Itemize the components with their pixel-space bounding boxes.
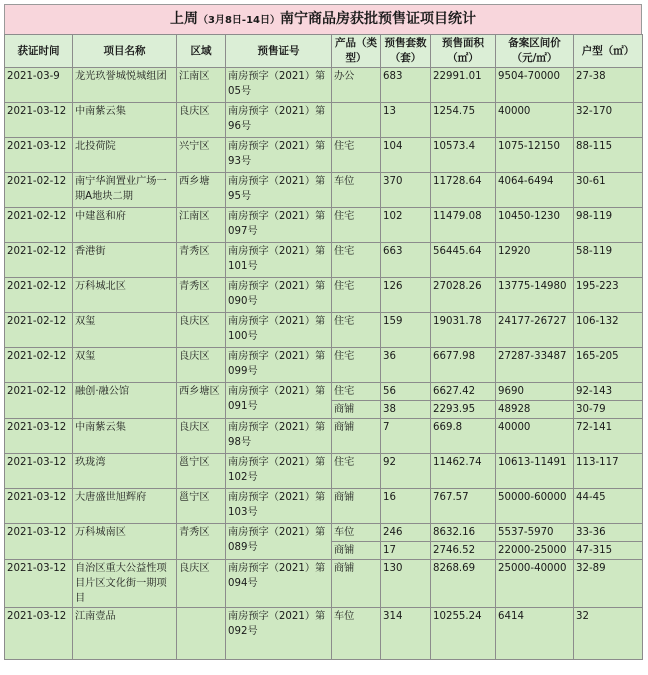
cell-district: 青秀区 bbox=[177, 278, 226, 313]
cell-type: 车位 bbox=[332, 524, 381, 542]
cell-project: 万科城南区 bbox=[73, 524, 177, 560]
table-row bbox=[5, 419, 643, 454]
cell-layout: 88-115 bbox=[574, 138, 643, 173]
cell-type: 住宅 bbox=[332, 138, 381, 173]
cell-layout: 32 bbox=[574, 608, 643, 660]
cell-price: 10613-11491 bbox=[496, 454, 574, 489]
cell-cert: 南房预字（2021）第95号 bbox=[226, 173, 332, 208]
cell-date: 2021-03-12 bbox=[5, 608, 73, 660]
cell-area: 8632.16 bbox=[431, 524, 496, 542]
cell-type: 商铺 bbox=[332, 419, 381, 454]
cell-area: 10573.4 bbox=[431, 138, 496, 173]
header-price: 备案区间价（元/㎡） bbox=[496, 35, 574, 68]
cell-district: 良庆区 bbox=[177, 348, 226, 383]
cell-cert: 南房预字（2021）第094号 bbox=[226, 560, 332, 608]
cell-type: 商铺 bbox=[332, 401, 381, 419]
cell-date: 2021-03-12 bbox=[5, 454, 73, 489]
cell-type: 办公 bbox=[332, 68, 381, 103]
cell-price: 12920 bbox=[496, 243, 574, 278]
cell-date: 2021-03-9 bbox=[5, 68, 73, 103]
table-row bbox=[5, 243, 643, 278]
cell-layout: 44-45 bbox=[574, 489, 643, 524]
cell-cert: 南房预字（2021）第090号 bbox=[226, 278, 332, 313]
table-row bbox=[5, 313, 643, 348]
cell-type: 住宅 bbox=[332, 313, 381, 348]
cell-type: 住宅 bbox=[332, 383, 381, 401]
table-row bbox=[5, 560, 643, 608]
cell-layout: 30-61 bbox=[574, 173, 643, 208]
table-row bbox=[5, 103, 643, 138]
cell-units: 16 bbox=[381, 489, 431, 524]
cell-date: 2021-03-12 bbox=[5, 138, 73, 173]
cell-district: 良庆区 bbox=[177, 560, 226, 608]
cell-date: 2021-02-12 bbox=[5, 208, 73, 243]
cell-layout: 30-79 bbox=[574, 401, 643, 419]
cell-type bbox=[332, 103, 381, 138]
sales-permit-sheet bbox=[4, 4, 642, 660]
cell-area: 11728.64 bbox=[431, 173, 496, 208]
cell-area: 2293.95 bbox=[431, 401, 496, 419]
cell-type: 商铺 bbox=[332, 542, 381, 560]
cell-area: 11462.74 bbox=[431, 454, 496, 489]
cell-cert: 南房预字（2021）第099号 bbox=[226, 348, 332, 383]
cell-cert: 南房预字（2021）第097号 bbox=[226, 208, 332, 243]
table-row bbox=[5, 454, 643, 489]
cell-price: 13775-14980 bbox=[496, 278, 574, 313]
cell-cert: 南房预字（2021）第089号 bbox=[226, 524, 332, 560]
header-type: 产品（类型） bbox=[332, 35, 381, 68]
cell-layout: 113-117 bbox=[574, 454, 643, 489]
table-row bbox=[5, 68, 643, 103]
cell-price: 25000-40000 bbox=[496, 560, 574, 608]
cell-price: 40000 bbox=[496, 103, 574, 138]
cell-date: 2021-03-12 bbox=[5, 103, 73, 138]
cell-cert: 南房预字（2021）第100号 bbox=[226, 313, 332, 348]
cell-type: 住宅 bbox=[332, 243, 381, 278]
cell-district: 青秀区 bbox=[177, 524, 226, 560]
title-date-range: （3月8日-14日） bbox=[198, 15, 280, 26]
header-district: 区域 bbox=[177, 35, 226, 68]
cell-district: 邕宁区 bbox=[177, 489, 226, 524]
cell-units: 7 bbox=[381, 419, 431, 454]
cell-project: 北投荷院 bbox=[73, 138, 177, 173]
table-row bbox=[5, 348, 643, 383]
cell-area: 27028.26 bbox=[431, 278, 496, 313]
table-body bbox=[5, 68, 643, 660]
cell-cert: 南房预字（2021）第05号 bbox=[226, 68, 332, 103]
cell-date: 2021-03-12 bbox=[5, 524, 73, 560]
cell-units: 17 bbox=[381, 542, 431, 560]
cell-price: 48928 bbox=[496, 401, 574, 419]
cell-project: 江南壹品 bbox=[73, 608, 177, 660]
cell-units: 38 bbox=[381, 401, 431, 419]
cell-area: 767.57 bbox=[431, 489, 496, 524]
cell-price: 9504-70000 bbox=[496, 68, 574, 103]
cell-project: 中南紫云集 bbox=[73, 419, 177, 454]
cell-layout: 165-205 bbox=[574, 348, 643, 383]
cell-cert: 南房预字（2021）第96号 bbox=[226, 103, 332, 138]
cell-price: 10450-1230 bbox=[496, 208, 574, 243]
cell-units: 102 bbox=[381, 208, 431, 243]
cell-layout: 106-132 bbox=[574, 313, 643, 348]
cell-area: 19031.78 bbox=[431, 313, 496, 348]
cell-type: 商铺 bbox=[332, 560, 381, 608]
cell-district bbox=[177, 608, 226, 660]
cell-type: 商铺 bbox=[332, 489, 381, 524]
cell-cert: 南房预字（2021）第092号 bbox=[226, 608, 332, 660]
cell-layout: 27-38 bbox=[574, 68, 643, 103]
cell-type: 住宅 bbox=[332, 348, 381, 383]
cell-price: 40000 bbox=[496, 419, 574, 454]
cell-units: 663 bbox=[381, 243, 431, 278]
cell-project: 大唐盛世旭辉府 bbox=[73, 489, 177, 524]
cell-cert: 南房预字（2021）第091号 bbox=[226, 383, 332, 419]
cell-district: 西乡塘区 bbox=[177, 383, 226, 419]
cell-date: 2021-02-12 bbox=[5, 243, 73, 278]
cell-project: 中南紫云集 bbox=[73, 103, 177, 138]
cell-units: 56 bbox=[381, 383, 431, 401]
table-row bbox=[5, 608, 643, 660]
title-prefix: 上周 bbox=[170, 11, 198, 27]
cell-date: 2021-03-12 bbox=[5, 489, 73, 524]
cell-district: 江南区 bbox=[177, 68, 226, 103]
cell-units: 314 bbox=[381, 608, 431, 660]
title-main: 南宁商品房获批预售证项目统计 bbox=[279, 11, 476, 27]
cell-units: 13 bbox=[381, 103, 431, 138]
cell-district: 青秀区 bbox=[177, 243, 226, 278]
cell-district: 良庆区 bbox=[177, 103, 226, 138]
permit-table bbox=[4, 34, 643, 660]
cell-area: 22991.01 bbox=[431, 68, 496, 103]
cell-date: 2021-02-12 bbox=[5, 278, 73, 313]
table-row bbox=[5, 278, 643, 313]
cell-price: 1075-12150 bbox=[496, 138, 574, 173]
cell-project: 融创·融公馆 bbox=[73, 383, 177, 419]
cell-price: 6414 bbox=[496, 608, 574, 660]
cell-date: 2021-02-12 bbox=[5, 173, 73, 208]
cell-units: 104 bbox=[381, 138, 431, 173]
cell-date: 2021-02-12 bbox=[5, 348, 73, 383]
header-cert: 预售证号 bbox=[226, 35, 332, 68]
table-row bbox=[5, 208, 643, 243]
cell-date: 2021-02-12 bbox=[5, 383, 73, 419]
cell-price: 50000-60000 bbox=[496, 489, 574, 524]
cell-district: 兴宁区 bbox=[177, 138, 226, 173]
cell-units: 126 bbox=[381, 278, 431, 313]
cell-layout: 72-141 bbox=[574, 419, 643, 454]
cell-area: 6677.98 bbox=[431, 348, 496, 383]
cell-project: 双玺 bbox=[73, 313, 177, 348]
cell-date: 2021-03-12 bbox=[5, 560, 73, 608]
cell-district: 西乡塘 bbox=[177, 173, 226, 208]
cell-district: 良庆区 bbox=[177, 419, 226, 454]
cell-area: 10255.24 bbox=[431, 608, 496, 660]
table-row bbox=[5, 489, 643, 524]
cell-project: 龙光玖誉城悦城组团 bbox=[73, 68, 177, 103]
header-layout: 户型（㎡） bbox=[574, 35, 643, 68]
cell-price: 9690 bbox=[496, 383, 574, 401]
cell-district: 邕宁区 bbox=[177, 454, 226, 489]
cell-project: 万科城北区 bbox=[73, 278, 177, 313]
cell-units: 370 bbox=[381, 173, 431, 208]
cell-area: 2746.52 bbox=[431, 542, 496, 560]
table-row bbox=[5, 173, 643, 208]
cell-units: 36 bbox=[381, 348, 431, 383]
cell-project: 南宁华润置业广场一期A地块二期 bbox=[73, 173, 177, 208]
cell-layout: 47-315 bbox=[574, 542, 643, 560]
cell-type: 住宅 bbox=[332, 454, 381, 489]
cell-area: 6627.42 bbox=[431, 383, 496, 401]
cell-type: 住宅 bbox=[332, 208, 381, 243]
header-project: 项目名称 bbox=[73, 35, 177, 68]
cell-project: 双玺 bbox=[73, 348, 177, 383]
cell-units: 246 bbox=[381, 524, 431, 542]
cell-layout: 92-143 bbox=[574, 383, 643, 401]
table-row bbox=[5, 383, 643, 401]
cell-type: 车位 bbox=[332, 608, 381, 660]
cell-project: 玖珑湾 bbox=[73, 454, 177, 489]
cell-price: 24177-26727 bbox=[496, 313, 574, 348]
cell-price: 4064-6494 bbox=[496, 173, 574, 208]
sheet-title bbox=[4, 4, 642, 34]
cell-type: 住宅 bbox=[332, 278, 381, 313]
cell-units: 130 bbox=[381, 560, 431, 608]
cell-area: 8268.69 bbox=[431, 560, 496, 608]
cell-layout: 195-223 bbox=[574, 278, 643, 313]
cell-cert: 南房预字（2021）第102号 bbox=[226, 454, 332, 489]
cell-price: 22000-25000 bbox=[496, 542, 574, 560]
cell-price: 27287-33487 bbox=[496, 348, 574, 383]
cell-area: 1254.75 bbox=[431, 103, 496, 138]
cell-layout: 32-89 bbox=[574, 560, 643, 608]
cell-cert: 南房预字（2021）第98号 bbox=[226, 419, 332, 454]
cell-layout: 33-36 bbox=[574, 524, 643, 542]
table-row bbox=[5, 138, 643, 173]
cell-date: 2021-03-12 bbox=[5, 419, 73, 454]
cell-cert: 南房预字（2021）第93号 bbox=[226, 138, 332, 173]
table-row bbox=[5, 524, 643, 542]
cell-layout: 58-119 bbox=[574, 243, 643, 278]
header-date: 获证时间 bbox=[5, 35, 73, 68]
cell-cert: 南房预字（2021）第103号 bbox=[226, 489, 332, 524]
cell-type: 车位 bbox=[332, 173, 381, 208]
cell-project: 香港街 bbox=[73, 243, 177, 278]
cell-area: 669.8 bbox=[431, 419, 496, 454]
cell-units: 159 bbox=[381, 313, 431, 348]
cell-layout: 32-170 bbox=[574, 103, 643, 138]
cell-district: 良庆区 bbox=[177, 313, 226, 348]
cell-area: 56445.64 bbox=[431, 243, 496, 278]
cell-units: 683 bbox=[381, 68, 431, 103]
cell-project: 中建邕和府 bbox=[73, 208, 177, 243]
cell-price: 5537-5970 bbox=[496, 524, 574, 542]
header-area: 预售面积（㎡） bbox=[431, 35, 496, 68]
cell-district: 江南区 bbox=[177, 208, 226, 243]
header-units: 预售套数（套） bbox=[381, 35, 431, 68]
cell-cert: 南房预字（2021）第101号 bbox=[226, 243, 332, 278]
cell-units: 92 bbox=[381, 454, 431, 489]
cell-area: 11479.08 bbox=[431, 208, 496, 243]
cell-layout: 98-119 bbox=[574, 208, 643, 243]
cell-date: 2021-02-12 bbox=[5, 313, 73, 348]
cell-project: 自治区重大公益性项目片区文化街一期项目 bbox=[73, 560, 177, 608]
header-row bbox=[5, 35, 643, 68]
